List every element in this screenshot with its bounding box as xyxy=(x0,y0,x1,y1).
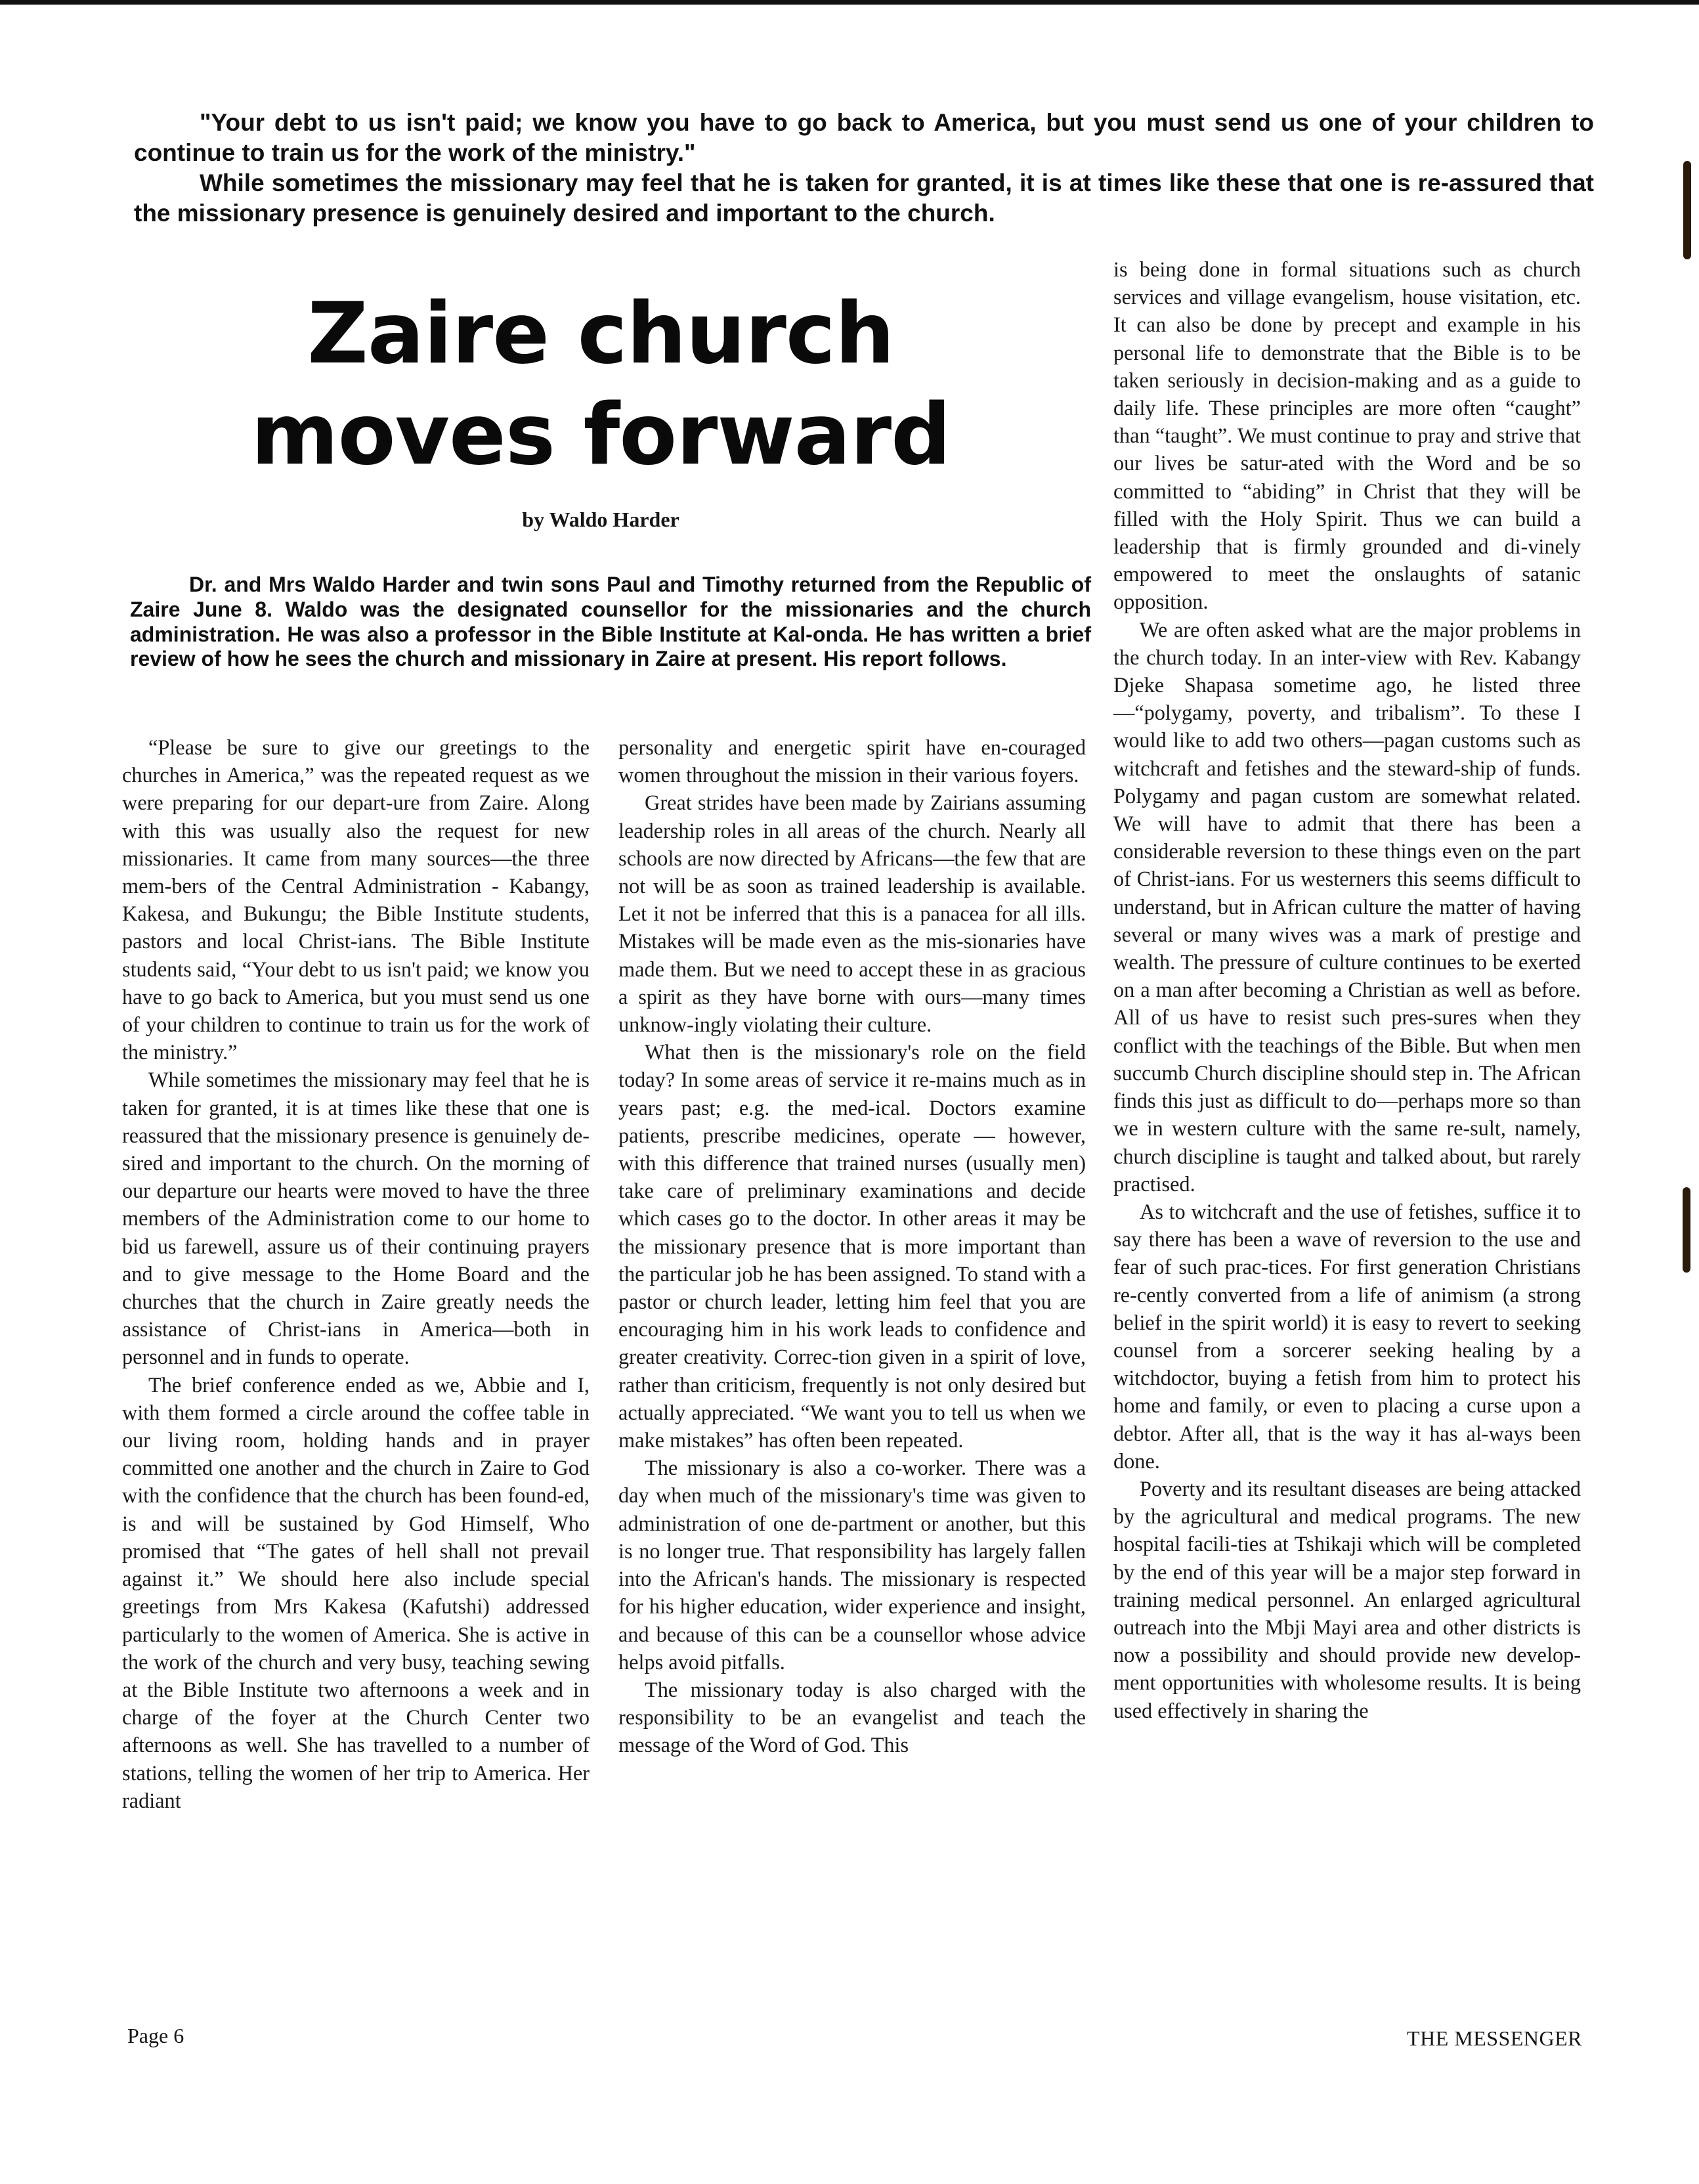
body-paragraph: As to witchcraft and the use of fetishes, suffice it to say there has been a wave of reversion to the use and fear of such prac-tices. For first generation Christians re-cently converted from a life of animism (a strong belief in the spirit world) it is easy to revert to seeking counsel from a sorcerer seeking healing by a witchdoctor, buying a fetish from him to protect his home and family, or even to placing a curse upon a debtor. After all, that is the way it has al-ways been done. xyxy=(1113,1199,1581,1473)
body-paragraph: personality and energetic spirit have en-couraged women throughout the mission in their various foyers. xyxy=(618,735,1086,787)
binding-hole-mark xyxy=(1683,1187,1690,1273)
body-paragraph: While sometimes the missionary may feel that he is taken for granted, it is at times like these that one is reassured that the missionary presence is genuinely de-sired and important to the church. On the morning of our departure our hearts were moved to have the three members of the Administration come to our home to bid us farewell, assure us of their continuing prayers and to give message to the Home Board and the churches that the church in Zaire greatly needs the assistance of Christ-ians in America—both in personnel and in funds to operate. xyxy=(122,1068,590,1369)
body-paragraph: Poverty and its resultant diseases are being attacked by the agricultural and medical programs. The new hospital facili-ties at Tshikaji which will be completed by the end of this year will be a major step forward in training medical personnel. An enlarged agricultural outreach into the Mbji Mayi area and other districts is now a possibility and should provide new develop-ment opportunities with wholesome results. It is being used effectively in sharing the xyxy=(1113,1476,1581,1722)
article-intro: Dr. and Mrs Waldo Harder and twin sons Paul and Timothy returned from the Republic of Zaire June 8. Waldo was the designated counsellor for the missionaries and the church administration. He was also a professor in the Bible Institute at Kal-onda. He has written a brief review of how he sees the church and missionary in Zaire at present. His report follows. xyxy=(130,573,1091,671)
article-title xyxy=(131,284,1070,486)
title-line: Zaire church xyxy=(307,285,894,383)
page-number: Page 6 xyxy=(127,2024,184,2047)
byline: by Waldo Harder xyxy=(522,508,679,531)
title-line: moves forward xyxy=(251,386,951,484)
body-paragraph: The brief conference ended as we, Abbie and I, with them formed a circle around the coffee table in our living room, holding hands and in prayer committed one another and the church in Zaire to God with the confidence that the church has been found-ed, is and will be sustained by God Himself, Who promised that “The gates of hell shall not prevail against it.” We should here also include special greetings from Mrs Kakesa (Kafutshi) addressed particularly to the women of America. She is active in the work of the church and very busy, teaching sewing at the Bible Institute two afternoons a week and in charge of the foyer at the Church Center two afternoons as well. She has travelled to a number of stations, telling the women of her trip to America. Her radiant xyxy=(122,1372,590,1812)
pull-quote-paragraph: While sometimes the missionary may feel that he is taken for granted, it is at times like these that one is re-assured that the missionary presence is genuinely desired and important to the church. xyxy=(134,169,1594,227)
binding-hole-mark xyxy=(1683,161,1691,259)
body-paragraph: “Please be sure to give our greetings to the churches in America,” was the repeated request as we were preparing for our depart-ure from Zaire. Along with this was usually also the request for new missionaries. It came from many sources—the three mem-bers of the Central Administration - Kabangy, Kakesa, and Bukungu; the Bible Institute students, pastors and local Christ-ians. The Bible Institute students said, “Your debt to us isn't paid; we know you have to go back to America, but you must send us one of your children to continue to train us for the work of the ministry.” xyxy=(122,735,590,1064)
body-paragraph: is being done in formal situations such as church services and village evangelism, house visitation, etc. It can also be done by precept and example in his personal life to demonstrate that the Bible is to be taken seriously in decision-making and as a guide to daily life. These principles are more often “caught” than “taught”. We must continue to pray and strive that our lives be satur-ated with the Word and be so committed to “abiding” in Christ that they will be filled with the Holy Spirit. Thus we can build a leadership that is firmly grounded and di-vinely empowered to meet the onslaughts of satanic opposition. xyxy=(1113,257,1581,614)
publication-name: THE MESSENGER xyxy=(1407,2026,1582,2050)
text-column-3 xyxy=(1113,255,1581,1724)
pull-quote-paragraph: "Your debt to us isn't paid; we know you have to go back to America, but you must send us one of your children to continue to train us for the work of the ministry." xyxy=(134,109,1594,166)
body-paragraph: The missionary today is also charged with the responsibility to be an evangelist and teach the message of the Word of God. This xyxy=(618,1677,1086,1757)
body-paragraph: We are often asked what are the major problems in the church today. In an inter-view with Rev. Kabangy Djeke Shapasa sometime ago, he listed three—“polygamy, poverty, and tribalism”. To these I would like to add two others—pagan customs such as witchcraft and fetishes and the steward-ship of funds. Polygamy and pagan custom are somewhat related. We will have to admit that there has been a considerable reversion to these things even on the part of Christ-ians. For us westerners this seems difficult to understand, but in African culture the matter of having several or many wives was a mark of prestige and wealth. The pressure of culture continues to be exerted on a man after becoming a Christian as well as before. All of us have to resist such pres-sures when they conflict with the teachings of the Bible. But when men succumb Church discipline should step in. The African finds this just as difficult to do—perhaps more so than we in western culture with the same re-sult, namely, church discipline is taught and talked about, but rarely practised. xyxy=(1113,617,1581,1196)
top-border xyxy=(0,0,1699,5)
body-paragraph: The missionary is also a co-worker. There was a day when much of the missionary's time was given to administration of one de-partment or another, but this is no longer true. That responsibility has largely fallen into the African's hands. The missionary is respected for his higher education, wider experience and insight, and because of this can be a counsellor whose advice helps avoid pitfalls. xyxy=(618,1456,1086,1674)
text-column-1 xyxy=(122,733,590,1814)
text-column-2 xyxy=(618,733,1086,1759)
body-paragraph: Great strides have been made by Zairians assuming leadership roles in all areas of the church. Nearly all schools are now directed by Africans—the few that are not will be as soon as trained leadership is available. Let it not be inferred that this is a panacea for all ills. Mistakes will be made even as the mis-sionaries have made them. But we need to accept these in as gracious a spirit as they have borne with ours—many times unknow-ingly violating their culture. xyxy=(618,791,1086,1037)
pull-quote xyxy=(134,108,1594,229)
body-paragraph: What then is the missionary's role on the field today? In some areas of service it re-mains much as in years past; e.g. the med-ical. Doctors examine patients, prescribe medicines, operate — however, with this difference that trained nurses (usually men) take care of preliminary examinations and decide which cases go to the doctor. In other areas it may be the missionary presence that is more important than the particular job he has been assigned. To stand with a pastor or church leader, letting him feel that you are encouraging him in his work leads to confidence and greater creativity. Correc-tion given in a spirit of love, rather than criticism, frequently is not only desired but actually appreciated. “We want you to tell us when we make mistakes” has often been repeated. xyxy=(618,1040,1086,1452)
